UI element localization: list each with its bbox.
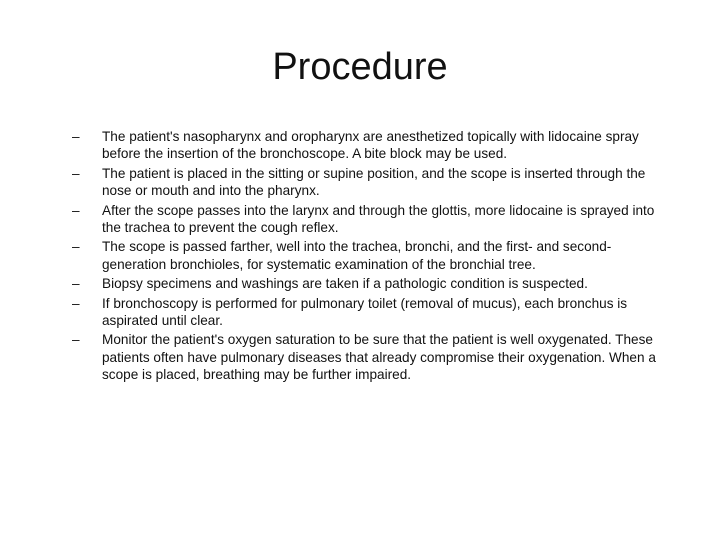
slide-title: Procedure (272, 46, 448, 88)
bullet-item (72, 128, 672, 163)
bullet-marker: – (72, 332, 80, 348)
bullet-item (72, 331, 672, 383)
bullet-marker: – (72, 295, 80, 311)
bullet-marker: – (72, 165, 80, 181)
bullet-text: The patient is placed in the sitting or supine position, and the scope is inserted through the nose or mouth and into the pharynx. (102, 165, 646, 199)
bullet-text: Monitor the patient's oxygen saturation to be sure that the patient is well oxygenated. These patients often have pulmonary diseases that already compromise their oxygenation. When a scope is placed, breathing may be further impaired. (102, 332, 656, 383)
bullet-text: If bronchoscopy is performed for pulmonary toilet (removal of mucus), each bronchus is aspirated until clear. (102, 295, 628, 329)
bullet-text: Biopsy specimens and washings are taken if a pathologic condition is suspected. (102, 276, 588, 292)
bullet-item (72, 275, 672, 292)
bullet-text: After the scope passes into the larynx and through the glottis, more lidocaine is sprayed into the trachea to prevent the cough reflex. (102, 202, 655, 236)
bullet-item (72, 202, 672, 237)
bullet-list (72, 128, 672, 386)
bullet-text: The patient's nasopharynx and oropharynx are anesthetized topically with lidocaine spray before the insertion of the bronchoscope. A bite block may be used. (102, 129, 639, 162)
bullet-text: The scope is passed farther, well into the trachea, bronchi, and the first- and second-generation bronchioles, for systematic examination of the bronchial tree. (102, 239, 612, 272)
bullet-item (72, 165, 672, 200)
bullet-marker: – (72, 202, 80, 218)
bullet-marker: – (72, 276, 80, 292)
bullet-marker: – (72, 239, 80, 255)
bullet-marker: – (72, 129, 80, 144)
bullet-item (72, 238, 672, 273)
bullet-item (72, 295, 672, 330)
